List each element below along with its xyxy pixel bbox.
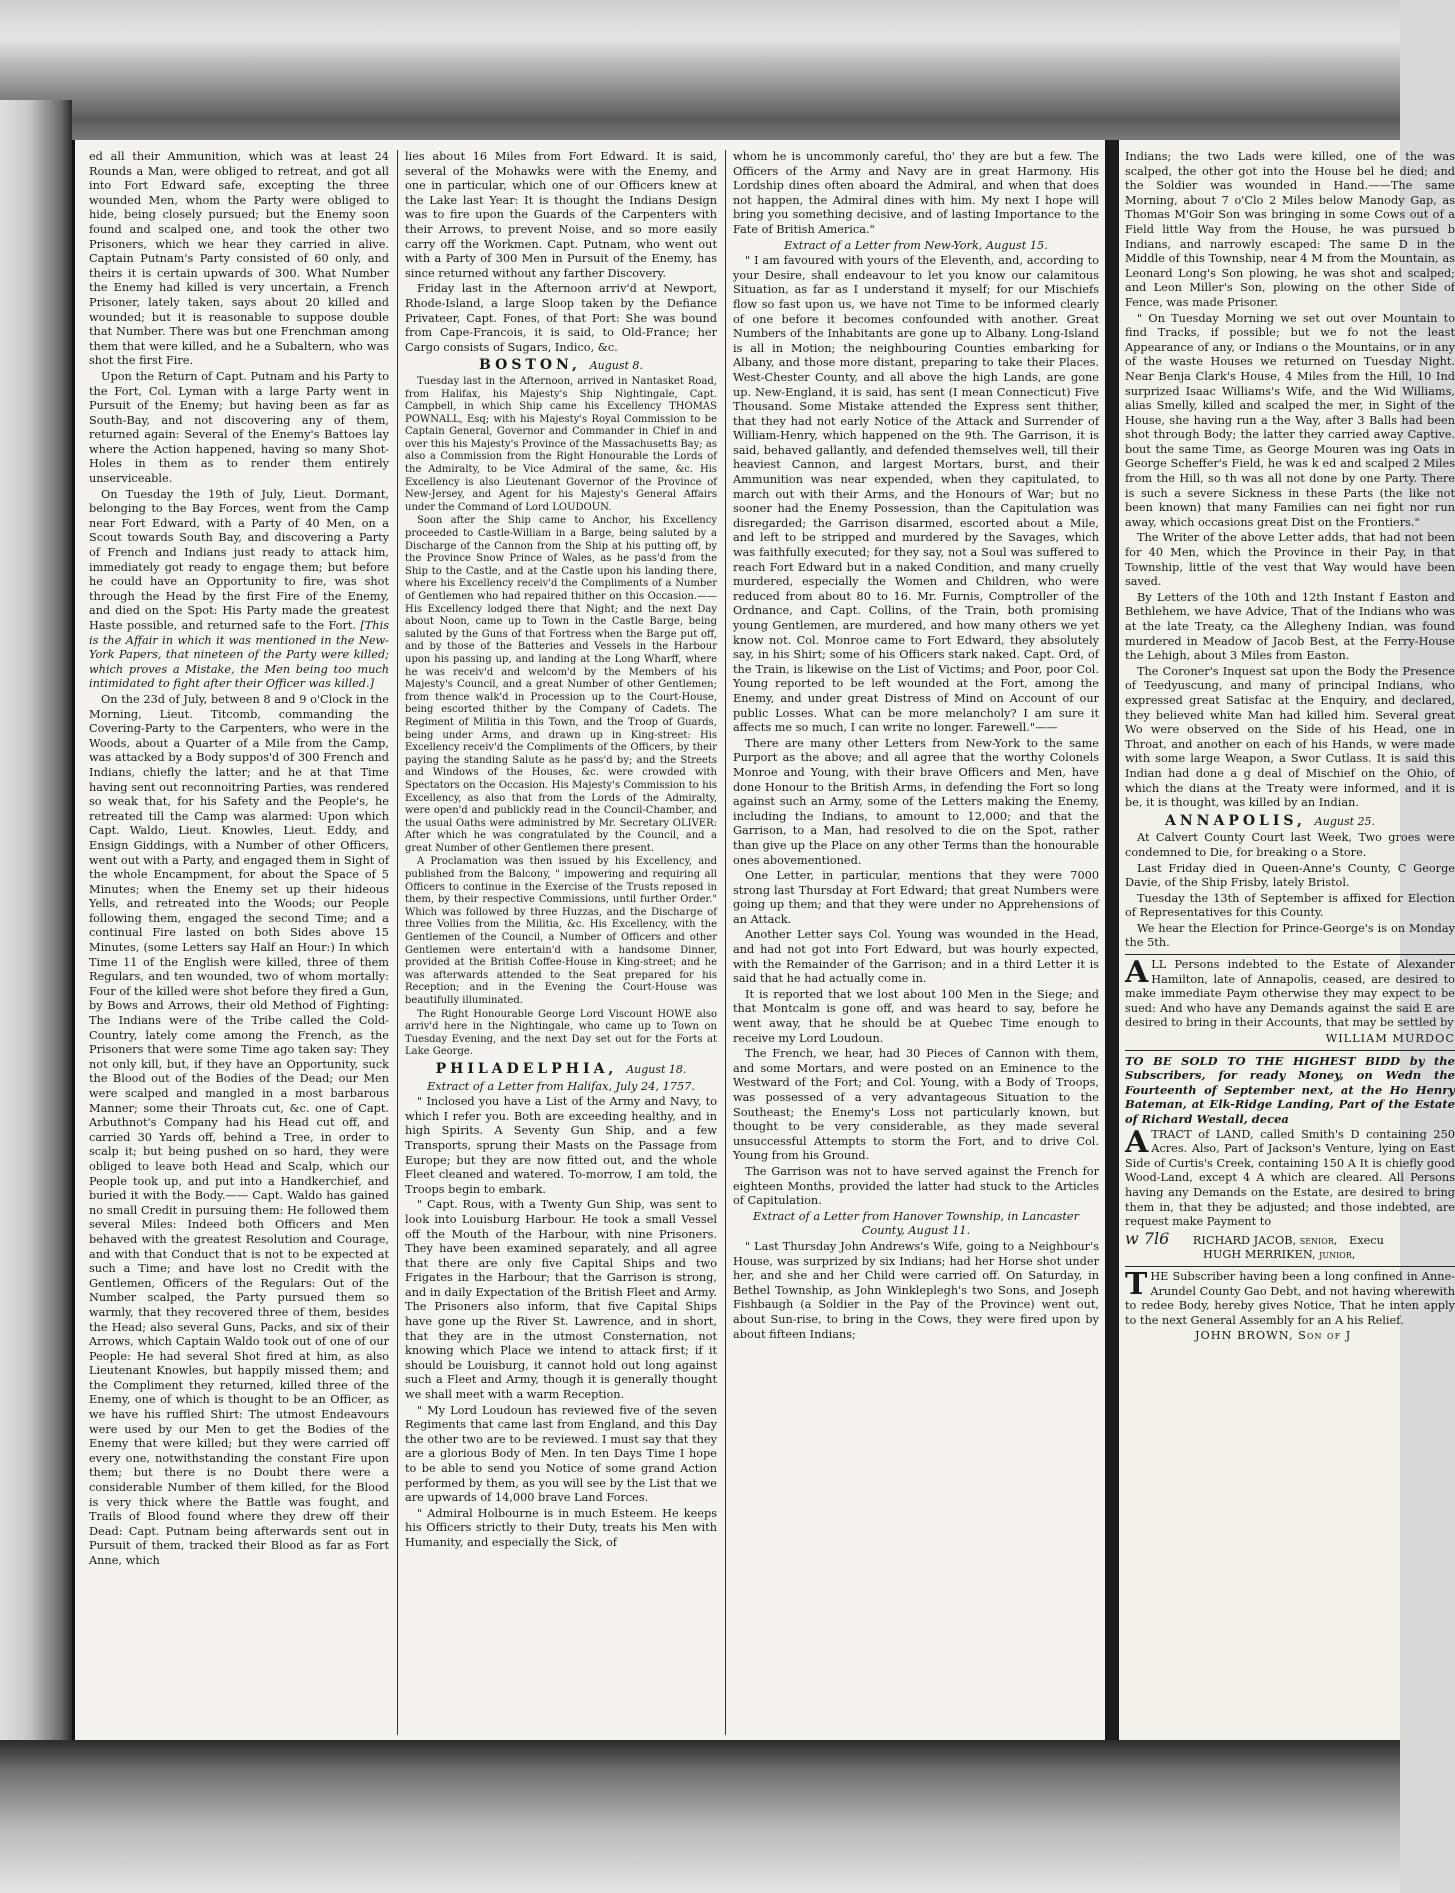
col3-paragraph: One Letter, in particular, mentions that they were 7000 strong last Thursday at Fort Edward; that great Numbers were going up them; and that they were under no Apprehensions of an Attack. [733,869,1099,926]
ad-signature: RICHARD JACOB, senior, [1192,1233,1338,1247]
col4-paragraph: At Calvert County Court last Week, Two groes were condemned to Die, for breaking o a Store. [1125,831,1455,859]
column-3 [733,150,1099,1735]
col2-small-print [405,376,717,1059]
col4-paragraph: The Writer of the above Letter adds, that had not been for 40 Men, which the Province in their Pay, in that Township, little of the vest that Way would have been saved. [1125,531,1455,589]
page-gutter [1105,140,1119,1740]
col2-paragraph: Friday last in the Afternoon arriv'd at Newport, Rhode-Island, a large Sloop taken by the Defiance Privateer, Capt. Fones, of that Port: She was bound from Cape-Francois, it is said, to Old-France; her Cargo consists of Sugars, Indico, &c. [405,282,717,354]
col4-paragraph: Tuesday the 13th of September is affixed for Election of Representatives for this County. [1125,891,1455,920]
extract-heading: Extract of a Letter from New-York, August 15. [784,238,1048,252]
col3-paragraph: " Last Thursday John Andrews's Wife, going to a Neighbour's House, was surprized by six Indians; had her Horse shot under her, and she and her Child were carried off. On Saturday, in Bethel Township, as John Winkleplegh's two Sons, and Joseph Fishbaugh (a Soldier in the Pay of the Province) went out, about Sun-rise, to bring in the Cows, they were fired upon by about fifteen Indians; [733,1239,1099,1341]
ad-signature: HUGH MERRIKEN, junior, [1203,1248,1356,1262]
col3-paragraph: It is reported that we lost about 100 Men in the Siege; and that Montcalm is gone off, and was heard to say, before he went away, that he should be at Quebec Time enough to receive my Lord Loudoun. [733,987,1099,1045]
col3-paragraph: Another Letter says Col. Young was wounded in the Head, and had not got into Fort Edward, but was hourly expected, with the Remainder of the Garrison; and in a third Letter it is said that he had actually come in. [733,928,1099,986]
col1-paragraph [89,488,389,692]
col4-paragraph: By Letters of the 10th and 12th Instant f Easton and Bethlehem, we have Advice, That of the Indians who was at the late Treaty, ca the Allegheny Indian, was found murdered in Meadow of Jacob Best, at the Ferry-House the Lehigh, about 3 Miles from Easton. [1125,590,1455,663]
ad-text: TRACT of LAND, called Smith's D containing 250 Acres. Also, Part of Jackson's Venture, lying on East Side of Curtis's Creek, containing 150 A It is chiefly good Wood-Land, except 4 A which are cleared. All Persons having any Demands on the Estate, are desired to bring them in, that they be adjusted; and those indebted, are request make Payment to [1125,1127,1455,1229]
dateline-place: ANNAPOLIS, [1165,812,1306,829]
col1-paragraph: On the 23d of July, between 8 and 9 o'Clock in the Morning, Lieut. Titcomb, commanding the Covering-Party to the Carpenters, who were in the Woods, about a Quarter of a Mile from the Camp, was attacked by a Body suppos'd of 300 French and Indians, chiefly the latter; and he at that Time having sent out reconnoitring Parties, was rendered so weak that, for his Safety and the People's, he retreated till the Camp was alarmed: Upon which Capt. Waldo, Lieut. Knowles, Lieut. Eddy, and Ensign Giddings, with a Number of other Officers, went out with a Party, and engaged them in Sight of the whole Encampment, for about the Space of 5 Minutes; when the Enemy set up their hideous Yells, and retreated into the Woods; our People following them, engaged the second Time; and a continual Fire lasted on both Sides above 15 Minutes, (some Letters say Half an Hour:) In which Time 11 of the English were killed, three of them Regulars, and ten wounded, two of whom mortally: Four of the killed were shot before they fired a Gun, by Bows and Arrows, their old Method of Fighting: The Indians were of the Tribe called the Cold-Country, lately come among the French, as the Prisoners that were some Time ago taken say: They not only kill, but, if they have an Opportunity, suck the Blood out of the Bodies of the Dead; our Men were scalped and mangled in a most barbarous Manner; some their Throats cut, &c. one of Capt. Arbuthnot's Company had his Head cut off, and carried 30 Yards off, behind a Tree, in order to scalp it; but being pushed on so hard, they were obliged to leave both Head and Scalp, which our People took up, and put into a Handkerchief, and buried it with the Body.—— Capt. Waldo has gained no small Credit in pursuing them: He followed them several Miles: Indeed both Officers and Men behaved with the greatest Resolution and Courage, and with that Conduct that is not to be expected at such a Time; and have lost no Credit with the Gentlemen, Officers of the Regulars: Out of the Number scalped, the Party pursued them so warmly, that they recovered three of them, besides the Head; also several Guns, Packs, and six of their Arrows, which Captain Waldo took out of one of our People: He had several Shot fired at him, as also Lieutenant Knowles, but happily missed them; and the Compliment they returned, killed three of the Enemy, one of which is thought to be an Officer, as we have his ruffled Shirt: The utmost Endeavours were used by our Men to get the Bodies of the Enemy that were killed; but they were carried off every one, notwithstanding the constant Fire upon them; but there is no Doubt there were a considerable Number of them killed, for the Blood is very thick where the Battle was fought, and Trails of Blood found where they drew off their Dead: Capt. Putnam being afterwards sent out in Pursuit of them, tracked their Blood as far as Fort Anne, which [89,692,389,1567]
drop-cap: T [1125,1266,1148,1302]
boston-dateline [405,358,717,374]
advertisement-land-sale [1125,1124,1455,1230]
col2-paragraph: " Inclosed you have a List of the Army and Navy, to which I refer you. Both are exceeding healthy, and in high Spirits. A Seventy Gun Ship, and a few Transports, sprung their Masts on the Passage from Europe; but they are now fitted out, and the whole Fleet cleaned and watered. To-morrow, I am told, the Troops begin to embark. [405,1095,717,1196]
scan-shadow-left [0,100,72,1893]
col2-paragraph: " Capt. Rous, with a Twenty Gun Ship, was sent to look into Louisburg Harbour. He took a small Vessel off the Mouth of the Harbour, with nine Prisoners. They have been examined separately, and all agree that there are only five Capital Ships and two Frigates in the Harbour; that the Garrison is strong, and in daily Expectation of the British Fleet and Army. The Prisoners also inform, that five Capital Ships have gone up the River St. Lawrence, and in short, that they are in the utmost Consternation, not knowing which Place we intend to attack first; if it should be Louisburg, it cannot hold out long against such a Fleet and Army, though it is generally thought we shall meet with a warm Reception. [405,1198,717,1402]
col2-paragraph: lies about 16 Miles from Fort Edward. It is said, several of the Mohawks were with the Enemy, and one in particular, which one of our Officers knew at the Lake last Year: It is thought the Indians Design was to fire upon the Guards of the Carpenters with their Arrows, to prevent Noise, and so more easily carry off the Workmen. Capt. Putnam, who went out with a Party of 300 Men in Pursuit of the Enemy, has since returned without any farther Discovery. [405,150,717,280]
scan-shadow-top [0,0,1400,150]
col1-paragraph: ed all their Ammunition, which was at least 24 Rounds a Man, were obliged to retreat, and got all into Fort Edward safe, excepting the three wounded Men, whom the Party were obliged to hide, being closely pursued; but the Enemy soon found and scalped one, and took the other two Prisoners, which we hear they carried in alive. Captain Putnam's Party consisted of 60 only, and theirs it is certain upwards of 300. What Number the Enemy had killed is very uncertain, a French Prisoner, lately taken, says about 20 killed and wounded; but it is reasonable to suppose double that Number. There was but one Frenchman among them that were killed, and he a Subaltern, who was shot the first Fire. [89,150,389,368]
col4-paragraph: The Coroner's Inquest sat upon the Body the Presence of Teedyuscung, and many of principal Indians, who expressed great Satisfac at the Enquiry, and declared, they believed white Man had killed him. Several great Wo were observed on the Side of his Head, one in Throat, and another on each of his Hands, w were made with some large Weapon, a Swor Cutlass. It is said this Indian had done a g deal of Mischief on the Ohio, of which the dians at the Treaty were informed, and it is be, it is thought, was killed by an Indian. [1125,664,1455,810]
advertisement-estate-hamilton [1125,955,1455,1031]
newspaper-page-right [1119,140,1455,1740]
ad-divider [1125,1266,1455,1267]
col4-paragraph: Last Friday died in Queen-Anne's County, C George Davie, of the Ship Frisby, lately Bristol. [1125,861,1455,890]
ad-divider [1125,1050,1455,1051]
col2-paragraph: The Right Honourable George Lord Viscount HOWE also arriv'd here in the Nightingale, who came up to Town on Tuesday Evening, and the next Day set out for the Forts at Lake George. [405,1008,717,1058]
ad-text: HE Subscriber having been a long confined in Anne-Arundel County Gao Debt, and not having wherewith to redee Body, hereby gives Notice, That he inten apply to the next General Assembly for an A his Relief. [1125,1269,1455,1327]
col1-paragraph-text: On Tuesday the 19th of July, Lieut. Dormant, belonging to the Bay Forces, went from the Camp near Fort Edward, with a Party of 40 Men, on a Scout towards South Bay, and discovering a Party of French and Indians just ready to attack him, immediately got ready to engage them; but before he could have an Opportunity to fire, was shot through the Head by the first Fire of the Enemy, and died on the Spot: His Party made the greatest Haste possible, and returned safe to the Fort. [89,487,389,632]
col2-paragraph: Soon after the Ship came to Anchor, his Excellency proceeded to Castle-William in a Barge, being saluted by a Discharge of the Cannon from the Ship at his putting off, by the Province Snow Prince of Wales, as he pass'd from the Ship to the Castle, and at the Castle upon his landing there, where his Excellency receiv'd the Compliments of a Number of Gentlemen who had repaired thither on this Occasion.——His Excellency lodged there that Night; and the next Day about Noon, came up to Town in the Castle Barge, being saluted by the Guns of that Fortress when the Barge put off, and by those of the Batteries and Vessels in the Harbour upon his passing up, and landing at the Long Wharff, where he was receiv'd and welcom'd by the Members of his Majesty's Council, and a great Number of other Gentlemen; from thence walk'd in Procession up to the Court-House, being escorted thither by the Company of Cadets. The Regiment of Militia in this Town, and the Troop of Guards, being under Arms, and drawn up in King-street: His Excellency receiv'd the Compliments of the Officers, by their paying the standing Salute as he pass'd by; and the Streets and Windows of the Houses, &c. were crowded with Spectators on the Occasion. His Majesty's Commission to his Excellency, as also that from the Lords of the Admiralty, were open'd and publickly read in the Council-Chamber, and the usual Oaths were administred by Mr. Secretary OLIVER: After which he was congratulated by the Council, and a great Number of other Gentlemen there present. [405,515,717,854]
ad-heading: TO BE SOLD TO THE HIGHEST BIDD by the Subscribers, for ready Money, on Wedn the Fourteenth of September next, at the Ho Henry Bateman, at Elk-Ridge Landing, Part of the Estate of Richard Westall, decea [1125,1053,1455,1126]
column-rule [725,150,726,1735]
col1-italic-note: [This is the Affair in which it was mentioned in the New-York Papers, that nineteen of the Party were killed; which proves a Mistake, the Men being too much intimidated to fight after their Officer was killed.] [89,619,389,691]
column-4 [1125,150,1455,1735]
col4-paragraph: " On Tuesday Morning we set out over Mountain to find Tracks, if possible; but we fo not the least Appearance of any, or Indians o the Mountains, or in any of the waste Houses we returned on Tuesday Night. Near Benja Clark's House, 4 Miles from the Hill, 10 Ind surprized Isaac Williams's Wife, and the Wid Williams, alias Smelly, killed and scalped the mer, in Sight of the House, she having run a the Way, after 3 Balls had been shot through Body; the latter they carried away Captive. bout the same Time, as George Mouren was ing Oats in George Scheffer's Field, he was k ed and scalped 2 Miles from the Hill, so th was all not done by one Party. There is such a severe Sickness in these Parts (the like not been known) that many Families can nei fight nor run away, which occasions great Dist on the Frontiers." [1125,311,1455,529]
newspaper-page-left [72,140,1108,1740]
col3-paragraph: whom he is uncommonly careful, tho' they are but a few. The Officers of the Army and Navy are in great Harmony. His Lordship dines often aboard the Admiral, and when that does not happen, the Admiral dines with him. My next I hope will bring you something decisive, and of lasting Importance to the Fate of British America." [733,150,1099,236]
column-rule [397,150,398,1735]
philadelphia-dateline [405,1062,717,1078]
ad-signature: WILLIAM MURDOC [1325,1032,1455,1046]
scan-shadow-bottom [0,1740,1400,1893]
handwritten-mark: w 7l6 [1125,1228,1170,1248]
col3-paragraph: The French, we hear, had 30 Pieces of Cannon with them, and some Mortars, and were posted on an Eminence to the Westward of the Fort; and Col. Young, with a Body of Troops, was possessed of a very advantageous Situation to the Southeast; the Enemy's Loss not particularly known, but thought to be very considerable, as they made several unsuccessful Attempts to storm the Fort, and to drive Col. Young from his Ground. [733,1047,1099,1163]
dateline-place: BOSTON, [479,357,581,374]
ad-signature-block [1125,1228,1455,1263]
col2-paragraph: A Proclamation was then issued by his Excellency, and published from the Balcony, " impowering and requiring all Officers to continue in the Exercise of the Trusts reposed in them, by their respective Commissions, until further Order." Which was followed by three Huzzas, and the Discharge of three Vollies from the Militia, &c. His Excellency, with the Gentlemen of the Council, a Number of Officers and other Gentlemen were entertain'd with a handsome Dinner, provided at the British Coffee-House in King-street; and he was afterwards attended to the Seat prepared for his Reception; and in the Evening the Court-House was beautifully illuminated. [405,856,717,1006]
col3-paragraph: The Garrison was not to have served against the French for eighteen Months, provided the latter had stuck to the Articles of Capitulation. [733,1164,1099,1208]
column-2 [405,150,717,1735]
dateline-date: August 18. [626,1062,687,1076]
col4-paragraph: Indians; the two Lads were killed, one of the was scalped, the other got into the House bel he died; and the Soldier was wounded in Hand.——The same Morning, about 7 o'Clo 2 Miles below Manody Gap, as Thomas M'Goir Son was bringing in some Cows out of a Field little Way from the House, he was pursued b Indians, and narrowly escaped: The same D in the Middle of this Township, near 4 M from the Mountain, as Leonard Long's Son plowing, he was shot and scalped; and Leon Miller's Son, plowing on the other Side of Fence, was made Prisoner. [1125,150,1455,309]
annapolis-dateline [1125,814,1455,830]
extract-heading: Extract of a Letter from Halifax, July 24, 1757. [427,1079,695,1093]
advertisement-debtor [1125,1266,1455,1328]
col2-paragraph: " Admiral Holbourne is in much Esteem. He keeps his Officers strictly to their Duty, treats his Men with Humanity, and especially the Sick, of [405,1506,717,1549]
ad-text: LL Persons indebted to the Estate of Alexander Hamilton, late of Annapolis, ceased, are desired to make immediate Paym otherwise they may expect to be sued: And who have any Demands against the said E are desired to bring in their Accounts, that may be settled by [1125,958,1455,1030]
col3-paragraph: " I am favoured with yours of the Eleventh, and, according to your Desire, shall endeavour to let you know our calamitous Situation, as far as I understand it myself; for our Mischiefs flow so fast upon us, we have not Time to be informed clearly of one before it becomes confounded with another. Great Numbers of the Inhabitants are gone up to Albany. Long-Island is all in Motion; the neighbouring Counties embarking for Albany, and those more distant, preparing to take their Places. West-Chester County, and all above the high Lands, are gone up. New-England, it is said, has sent (I mean Connecticut) Five Thousand. Some Mistake attended the Express sent thither, that they had not early Notice of the Attack and Surrender of William-Henry, which happened on the 9th. The Garrison, it is said, behaved gallantly, and defended themselves well, till their heaviest Cannon, and largest Mortars, burst, and their Ammunition was near expended, when they capitulated, to march out with their Arms, and the Honours of War; but no sooner had the Enemy Possession, than the Capitulation was disregarded; the Garrison disarmed, escorted about a Mile, and left to be stripped and murdered by the Savages, which was faithfully executed; for they say, not a Soul was suffered to reach Fort Edward but in a naked Condition, and many cruelly murdered, especially the Women and Children, who were reduced from about 80 to 16. Mr. Furnis, Comptroller of the Ordnance, and Capt. Collins, of the Train, both promising young Gentlemen, are murdered, and how many others we yet know not. Col. Monroe came to Fort Edward, they absolutely say, in his Shirt; some of his Officers stark naked. Capt. Ord, of the Train, is likewise on the List of Victims; and Poor, poor Col. Young reported to be left wounded at the Fort, among the Enemy, and under great Distress of Mind on Account of our public Losses. What can be more melancholy? I am sure it affects me so much, I can write no longer. Farewell."—— [733,254,1099,735]
dateline-date: August 25. [1314,814,1376,828]
ad-signature: JOHN BROWN, Son of J [1195,1329,1352,1343]
ad-divider [1125,954,1455,955]
column-1 [89,150,389,1735]
extract-heading: Extract of a Letter from Hanover Township, in Lancaster County, August 11. [753,1209,1079,1238]
col2-paragraph: " My Lord Loudoun has reviewed five of the seven Regiments that came last from England, and this Day the other two are to be reviewed. I must say that they are a glorious Body of Men. In ten Days Time I hope to be able to send you Notice of some grand Action performed by them, as you will see by the List that we are upwards of 14,000 brave Land Forces. [405,1403,717,1505]
dateline-place: PHILADELPHIA, [435,1060,618,1077]
drop-cap: A [1125,1124,1149,1160]
ad-role: Execu [1348,1233,1384,1247]
col1-paragraph: Upon the Return of Capt. Putnam and his Party to the Fort, Col. Lyman with a large Party went in Pursuit of the Enemy; but having been as far as South-Bay, and not discovering any of them, returned again: Several of the Enemy's Battoes lay where the Action happened, having so many Shot-Holes in them as to render them entirely unserviceable. [89,369,389,486]
col4-paragraph: We hear the Election for Prince-George's is on Monday the 5th. [1125,921,1455,950]
col2-paragraph: Tuesday last in the Afternoon, arrived in Nantasket Road, from Halifax, his Majesty's Ship Nightingale, Capt. Campbell, in which Ship came his Excellency THOMAS POWNALL, Esq; with his Majesty's Royal Commission to be Captain General, Governor and Commander in Chief in and over this his Majesty's Province of the Massachusetts Bay; as also a Commission from the Right Honourable the Lords of the Admiralty, to be Vice Admiral of the same, &c. His Excellency is also Lieutenant Governor of the Province of New-Jersey, and Agent for his Majesty's General Affairs under the Command of Lord LOUDOUN. [405,375,717,513]
dateline-date: August 8. [589,359,643,373]
col3-paragraph: There are many other Letters from New-York to the same Purport as the above; and all agree that the worthy Colonels Monroe and Young, with their brave Officers and Men, have done Honour to the British Arms, in defending the Fort so long against such an Army, some of the Letters making the Enemy, including the Indians, to amount to 12,000; and that the Garrison, to a Man, had resolved to die on the Spot, rather than give up the Place on any other Terms than the honourable ones abovementioned. [733,736,1099,867]
drop-cap: A [1125,955,1149,991]
